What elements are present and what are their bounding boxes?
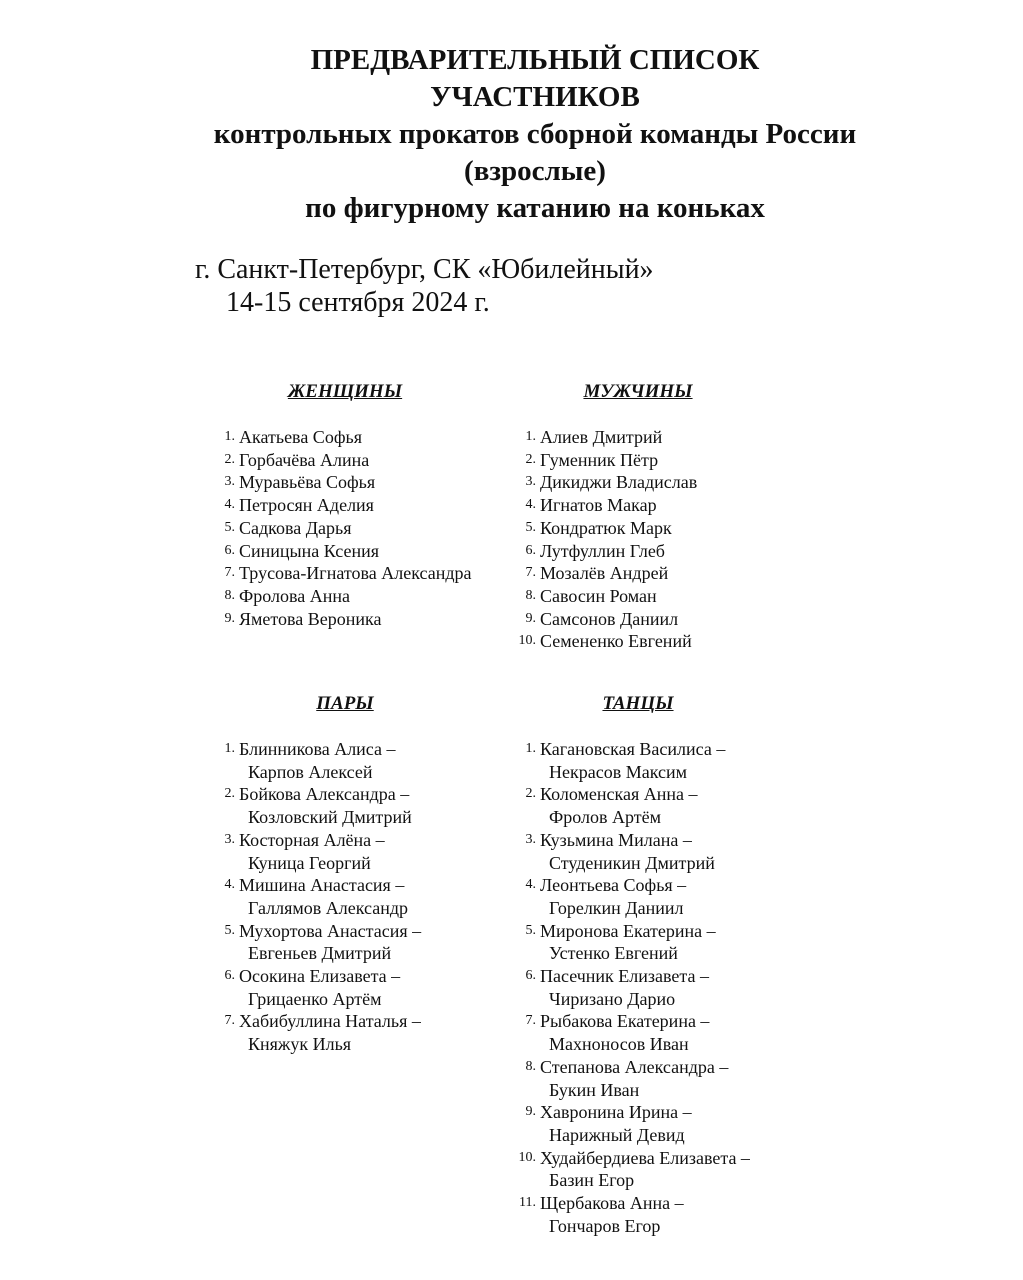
- item-number: 4.: [224, 497, 235, 513]
- list-item: [205, 540, 505, 563]
- partner-1-name: Косторная Алёна –: [239, 829, 385, 850]
- item-number: 5.: [224, 922, 235, 938]
- partner-1-name: Осокина Елизавета –: [239, 966, 401, 987]
- participant-name: Трусова-Игнатова Александра: [239, 563, 472, 584]
- item-number: 8.: [525, 1058, 536, 1074]
- partner-2-name: Козловский Дмитрий: [248, 807, 412, 828]
- item-number: 3.: [525, 831, 536, 847]
- partner-1-name: Миронова Екатерина –: [540, 920, 716, 941]
- list-item: [506, 471, 806, 494]
- list-item: [506, 965, 806, 1010]
- pairs-list: [205, 738, 505, 1056]
- list-item: [506, 1010, 806, 1055]
- partner-2-name: Махноносов Иван: [549, 1034, 689, 1055]
- list-item: [506, 540, 806, 563]
- item-number: 1.: [224, 741, 235, 756]
- partner-1-name: Блинникова Алиса –: [239, 739, 396, 759]
- partner-1-name: Кузьмина Милана –: [540, 829, 692, 850]
- women-list: [205, 426, 505, 630]
- participant-name: Горбачёва Алина: [239, 449, 370, 470]
- partner-1-name: Степанова Александра –: [540, 1056, 729, 1077]
- item-number: 6.: [224, 542, 235, 558]
- dance-section: [506, 692, 806, 1237]
- item-number: 4.: [525, 877, 536, 893]
- participant-name: Дикиджи Владислав: [540, 472, 698, 493]
- women-section: [205, 380, 505, 630]
- partner-2-name: Устенко Евгений: [549, 943, 678, 964]
- participant-name: Фролова Анна: [239, 585, 350, 606]
- list-item: [506, 630, 806, 653]
- list-item: [506, 783, 806, 828]
- partner-1-name: Мухортова Анастасия –: [239, 920, 422, 941]
- partner-2-name: Некрасов Максим: [549, 761, 688, 782]
- list-item: [205, 829, 505, 874]
- partner-2-name: Горелкин Даниил: [549, 897, 684, 918]
- item-number: 2.: [525, 786, 536, 802]
- list-item: [506, 585, 806, 608]
- partner-2-name: Куница Георгий: [248, 852, 371, 873]
- list-item: [506, 426, 806, 449]
- participant-name: Гуменник Пётр: [540, 449, 659, 470]
- item-number: 5.: [525, 519, 536, 535]
- item-number: 8.: [525, 587, 536, 603]
- item-number: 4.: [525, 497, 536, 513]
- participant-name: Синицына Ксения: [239, 540, 380, 561]
- partner-2-name: Евгеньев Дмитрий: [248, 943, 392, 964]
- participant-name: Савосин Роман: [540, 585, 657, 606]
- list-item: [205, 920, 505, 965]
- item-number: 3.: [525, 474, 536, 490]
- list-item: [205, 585, 505, 608]
- participant-name: Мозалёв Андрей: [540, 563, 669, 584]
- document-title: [0, 42, 1023, 227]
- participant-name: Лутфуллин Глеб: [540, 540, 665, 561]
- dance-list: [506, 738, 806, 1237]
- dance-heading: ТАНЦЫ: [602, 693, 674, 714]
- item-number: 4.: [224, 877, 235, 893]
- item-number: 1.: [525, 429, 536, 444]
- participant-name: Кондратюк Марк: [540, 517, 672, 538]
- pairs-heading: ПАРЫ: [316, 693, 374, 714]
- title-line-3: контрольных прокатов сборной команды России: [213, 118, 857, 150]
- partner-2-name: Княжук Илья: [248, 1034, 352, 1055]
- partner-2-name: Гончаров Егор: [549, 1215, 661, 1236]
- item-number: 7.: [224, 565, 235, 581]
- list-item: [205, 494, 505, 517]
- men-section: [506, 380, 806, 653]
- item-number: 9.: [525, 610, 536, 626]
- list-item: [205, 783, 505, 828]
- list-item: [205, 449, 505, 472]
- partner-1-name: Хабибуллина Наталья –: [239, 1011, 421, 1032]
- item-number: 6.: [525, 968, 536, 984]
- item-number: 5.: [224, 519, 235, 535]
- partner-2-name: Студеникин Дмитрий: [549, 852, 715, 873]
- partner-2-name: Галлямов Александр: [248, 897, 408, 918]
- title-line-4: (взрослые): [464, 155, 606, 187]
- list-item: [205, 1010, 505, 1055]
- item-number: 2.: [525, 451, 536, 467]
- partner-1-name: Коломенская Анна –: [540, 784, 698, 805]
- participant-name: Алиев Дмитрий: [540, 427, 663, 447]
- item-number: 5.: [525, 922, 536, 938]
- title-line-5: по фигурному катанию на коньках: [305, 192, 765, 224]
- list-item: [506, 1147, 806, 1192]
- list-item: [506, 608, 806, 631]
- partner-1-name: Щербакова Анна –: [540, 1193, 684, 1214]
- list-item: [506, 920, 806, 965]
- partner-1-name: Мишина Анастасия –: [239, 875, 405, 896]
- title-line-1: ПРЕДВАРИТЕЛЬНЫЙ СПИСОК: [310, 44, 760, 76]
- list-item: [205, 471, 505, 494]
- partner-1-name: Леонтьева Софья –: [540, 875, 687, 896]
- list-item: [506, 449, 806, 472]
- pairs-section: [205, 692, 505, 1056]
- item-number: 9.: [525, 1104, 536, 1120]
- participant-name: Семененко Евгений: [540, 631, 692, 652]
- partner-2-name: Букин Иван: [549, 1079, 640, 1100]
- list-item: [205, 562, 505, 585]
- list-item: [205, 874, 505, 919]
- list-item: [506, 874, 806, 919]
- list-item: [506, 1101, 806, 1146]
- list-item: [506, 494, 806, 517]
- item-number: 7.: [525, 565, 536, 581]
- item-number: 7.: [224, 1013, 235, 1029]
- item-number: 6.: [224, 968, 235, 984]
- participant-name: Самсонов Даниил: [540, 608, 679, 629]
- partner-2-name: Нарижный Девид: [549, 1124, 685, 1145]
- list-item: [506, 1192, 806, 1237]
- item-number: 8.: [224, 587, 235, 603]
- item-number: 10.: [518, 1149, 536, 1165]
- partner-1-name: Кагановская Василиса –: [540, 739, 726, 759]
- item-number: 2.: [224, 786, 235, 802]
- partner-1-name: Худайбердиева Елизавета –: [540, 1147, 750, 1168]
- women-heading: ЖЕНЩИНЫ: [287, 381, 403, 402]
- men-list: [506, 426, 806, 653]
- participant-name: Акатьева Софья: [239, 427, 362, 447]
- item-number: 9.: [224, 610, 235, 626]
- item-number: 3.: [224, 474, 235, 490]
- participant-name: Игнатов Макар: [540, 495, 657, 516]
- partner-2-name: Фролов Артём: [549, 807, 661, 828]
- participant-name: Яметова Вероника: [239, 608, 382, 629]
- item-number: 11.: [519, 1195, 536, 1211]
- participant-name: Петросян Аделия: [239, 495, 374, 516]
- list-item: [506, 829, 806, 874]
- list-item: [506, 738, 806, 783]
- item-number: 10.: [518, 633, 536, 649]
- venue-text: г. Санкт-Петербург, СК «Юбилейный»: [195, 254, 654, 285]
- item-number: 1.: [525, 741, 536, 756]
- item-number: 7.: [525, 1013, 536, 1029]
- item-number: 6.: [525, 542, 536, 558]
- list-item: [506, 517, 806, 540]
- list-item: [205, 517, 505, 540]
- men-heading: МУЖЧИНЫ: [583, 381, 693, 402]
- item-number: 2.: [224, 451, 235, 467]
- partner-1-name: Бойкова Александра –: [239, 784, 410, 805]
- partner-1-name: Пасечник Елизавета –: [540, 966, 709, 987]
- partner-2-name: Базин Егор: [549, 1170, 635, 1191]
- list-item: [205, 965, 505, 1010]
- partner-2-name: Карпов Алексей: [248, 761, 373, 782]
- list-item: [205, 426, 505, 449]
- item-number: 3.: [224, 831, 235, 847]
- list-item: [506, 1056, 806, 1101]
- participant-name: Муравьёва Софья: [239, 472, 376, 493]
- list-item: [205, 738, 505, 783]
- title-line-2: УЧАСТНИКОВ: [430, 81, 640, 113]
- dates-text: 14-15 сентября 2024 г.: [226, 287, 490, 318]
- participant-name: Садкова Дарья: [239, 517, 352, 538]
- partner-1-name: Хавронина Ирина –: [540, 1102, 692, 1123]
- partner-2-name: Грицаенко Артём: [248, 988, 382, 1009]
- item-number: 1.: [224, 429, 235, 444]
- partner-2-name: Чиризано Дарио: [549, 988, 676, 1009]
- list-item: [205, 608, 505, 631]
- list-item: [506, 562, 806, 585]
- partner-1-name: Рыбакова Екатерина –: [540, 1011, 710, 1032]
